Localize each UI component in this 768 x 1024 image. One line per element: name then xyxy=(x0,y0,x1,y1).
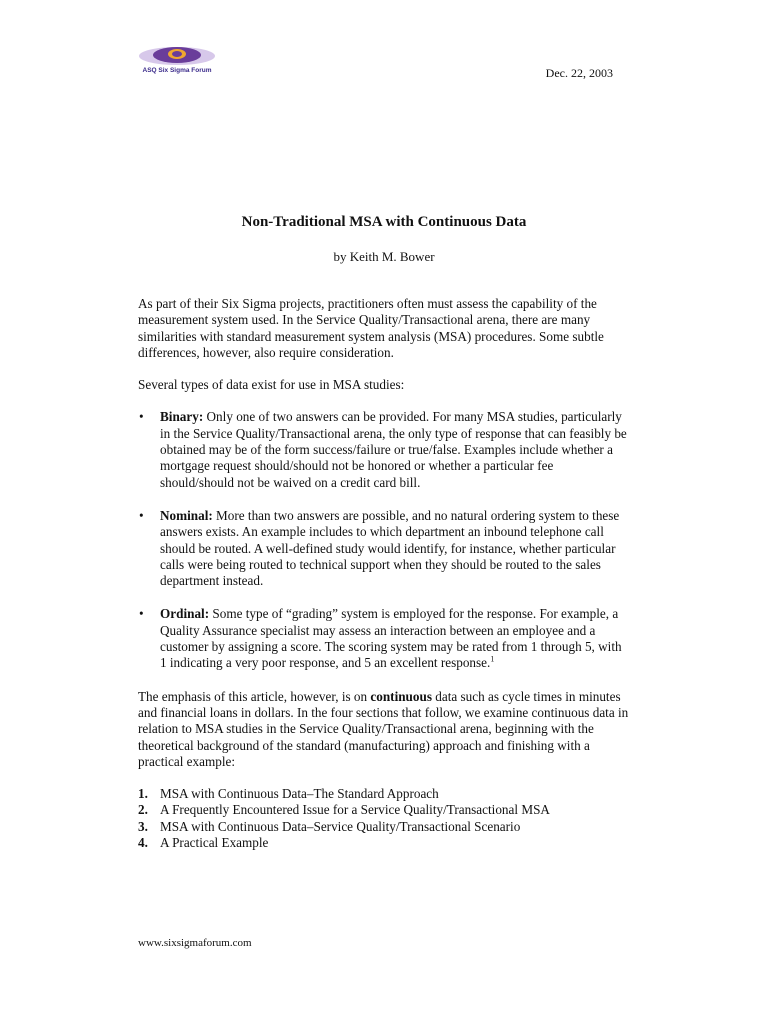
data-types-list xyxy=(138,409,630,671)
section-item xyxy=(138,802,630,818)
term-description: Some type of “grading” system is employed for the response. For example, a Quality Assurance specialist may assess an interaction between an employee and a customer by assigning a score. The scoring system may be rated from 1 through 5, with 1 indicating a very poor response, and 5 an excellent response. xyxy=(160,606,622,671)
term-label: Ordinal: xyxy=(160,606,210,622)
section-item xyxy=(138,786,630,802)
term-description: More than two answers are possible, and no natural ordering system to these answers exists. An example includes to which department an inbound telephone call should be routed. A well-defined study would identify, for instance, whether particular calls were being routed to technical support when they should be routed to the sales department instead. xyxy=(160,507,620,589)
logo-mark-icon xyxy=(137,44,217,68)
footnote-marker[interactable]: 1 xyxy=(490,654,495,664)
list-item-nominal xyxy=(138,508,630,589)
emphasis-text-before: The emphasis of this article, however, is on xyxy=(138,688,371,704)
section-number: 4. xyxy=(138,835,148,851)
section-item xyxy=(138,835,630,851)
article-body xyxy=(138,296,630,851)
footer-url[interactable]: www.sixsigmaforum.com xyxy=(138,937,252,949)
sections-list xyxy=(138,786,630,851)
emphasis-bold-word: continuous xyxy=(370,688,432,704)
intro-paragraph: As part of their Six Sigma projects, practitioners often must assess the capability of the measurement system used. In the Service Quality/Transactional arena, there are many similarities with standard measurement system analysis (MSA) procedures. Some subtle differences, however, also require consideration. xyxy=(138,296,604,360)
emphasis-paragraph xyxy=(138,689,630,770)
section-number: 1. xyxy=(138,786,148,802)
section-title: MSA with Continuous Data–Service Quality/Transactional Scenario xyxy=(160,818,521,834)
asq-six-sigma-forum-logo xyxy=(137,44,217,80)
bullet-icon: • xyxy=(139,507,144,523)
section-title: A Practical Example xyxy=(160,835,269,851)
logo-text: ASQ Six Sigma Forum xyxy=(142,67,212,74)
list-item-ordinal xyxy=(138,606,630,671)
bullet-icon: • xyxy=(139,409,144,425)
section-number: 2. xyxy=(138,802,148,818)
bullet-icon: • xyxy=(139,606,144,622)
emphasis-text-after: data such as cycle times in minutes and financial loans in dollars. In the four sections that follow, we examine continuous data in relation to MSA studies in the Service Quality/Transactional arena, beginning with the theoretical background of the standard (manufacturing) approach and finishing with a practical example: xyxy=(138,688,629,769)
term-description: Only one of two answers can be provided. For many MSA studies, particularly in the Service Quality/Transactional arena, the only type of response that can feasibly be obtained may be of the form success/failure or true/false. Examples include whether a mortgage request should/should not be honored or whether a particular fee should/should not be waived on a credit card bill. xyxy=(160,409,627,490)
section-title: MSA with Continuous Data–The Standard Approach xyxy=(160,786,439,802)
section-item xyxy=(138,819,630,835)
section-title: A Frequently Encountered Issue for a Service Quality/Transactional MSA xyxy=(160,802,550,818)
document-date: Dec. 22, 2003 xyxy=(545,66,613,80)
list-item-binary xyxy=(138,409,630,490)
term-label: Nominal: xyxy=(160,507,213,523)
article-title: Non-Traditional MSA with Continuous Data xyxy=(241,214,527,230)
section-number: 3. xyxy=(138,818,148,834)
term-label: Binary: xyxy=(160,409,204,425)
article-byline: by Keith M. Bower xyxy=(333,249,435,264)
types-lead-paragraph: Several types of data exist for use in MSA studies: xyxy=(138,377,405,393)
